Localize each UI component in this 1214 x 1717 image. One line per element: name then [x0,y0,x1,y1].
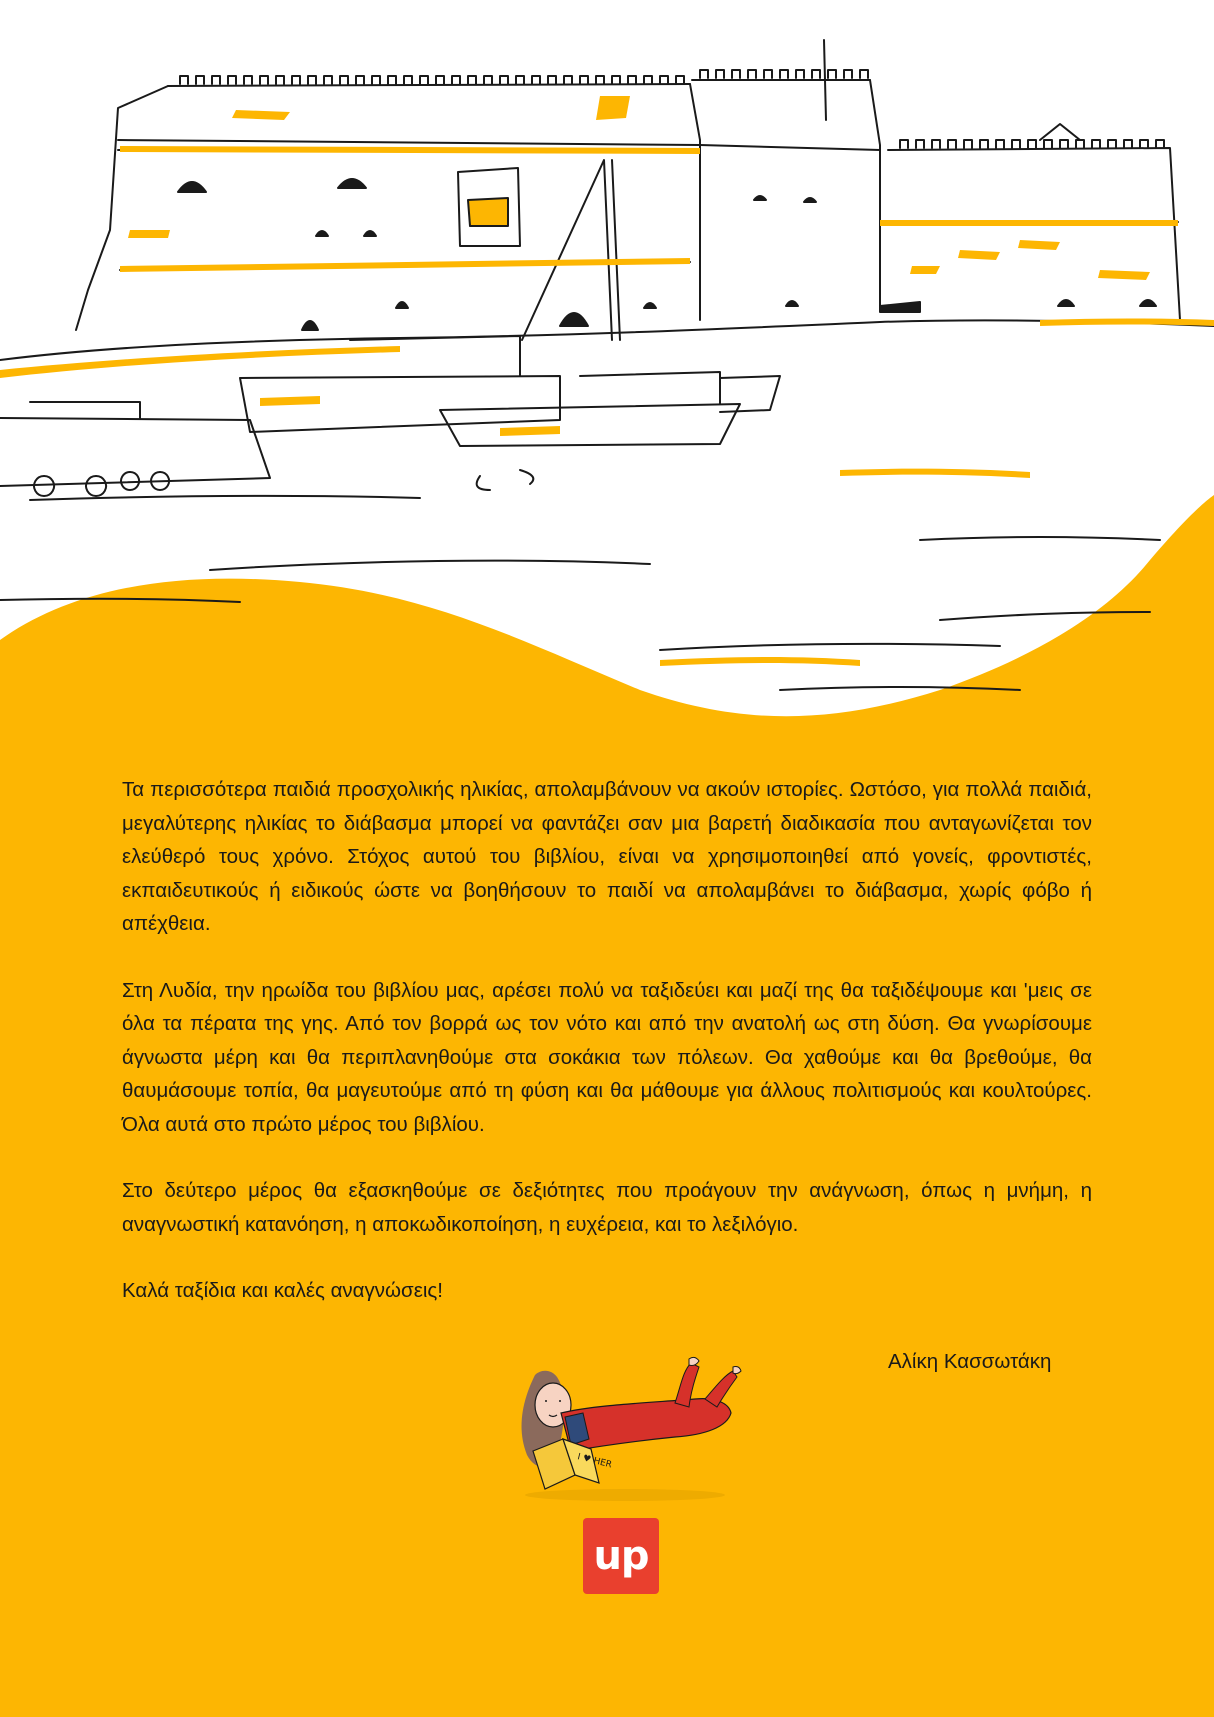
author-signature: Αλίκη Κασσωτάκη [888,1350,1052,1373]
book-cover-text: I ♥ HER [576,1452,613,1471]
paragraph-farewell: Καλά ταξίδια και καλές αναγνώσεις! [122,1279,443,1302]
paragraph-second-part: Στο δεύτερο μέρος θα εξασκηθούμε σε δεξιότητες που προάγουν την ανάγνωση, όπως η μνήμη, η αναγνωστική κατανόηση, η αποκωδικοποίηση, η ευχέρεια, και το λεξιλόγιο. [122,1179,1092,1236]
paragraph-intro: Τα περισσότερα παιδιά προσχολικής ηλικίας, απολαμβάνουν να ακούν ιστορίες. Ωστόσο, για πολλά παιδιά, μεγαλύτερης ηλικίας το διάβασμα μπορεί να φαντάζει σαν μια βαρετή διαδικασία που ανταγωνίζεται τον ελεύθερό τους χρόνο. Στόχος αυτού του βιβλίου, είναι να χρησιμοποιηθεί από γονείς, φροντιστές, εκπαιδευτικούς ή ειδικούς ώστε να βοηθήσουν το παιδί να απολαμβάνει το διάβασμα, χωρίς φόβο ή απέχθεια. [122,778,1092,935]
up-logo [583,1518,659,1594]
up-logo-text: up [593,1533,649,1579]
girl-reading-illustration [505,1355,755,1510]
intro-text [122,773,1092,1308]
paragraph-lydia-travels: Στη Λυδία, την ηρωίδα του βιβλίου μας, αρέσει πολύ να ταξιδεύει και μαζί της θα ταξιδέψουμε και 'μεις σε όλα τα πέρατα της γης. Από τον βορρά ως τον νότο και από την ανατολή ως στη δύση. Θα γνωρίσουμε άγνωστα μέρη και θα περιπλανηθούμε στα σοκάκια των πόλεων. Θα χαθούμε και θα βρεθούμε, θα θαυμάσουμε τοπία, θα μαγευτούμε από τη φύση και θα μάθουμε για άλλους πολιτισμούς και κουλτούρες. Όλα αυτά στο πρώτο μέρος του βιβλίου. [122,978,1092,1136]
